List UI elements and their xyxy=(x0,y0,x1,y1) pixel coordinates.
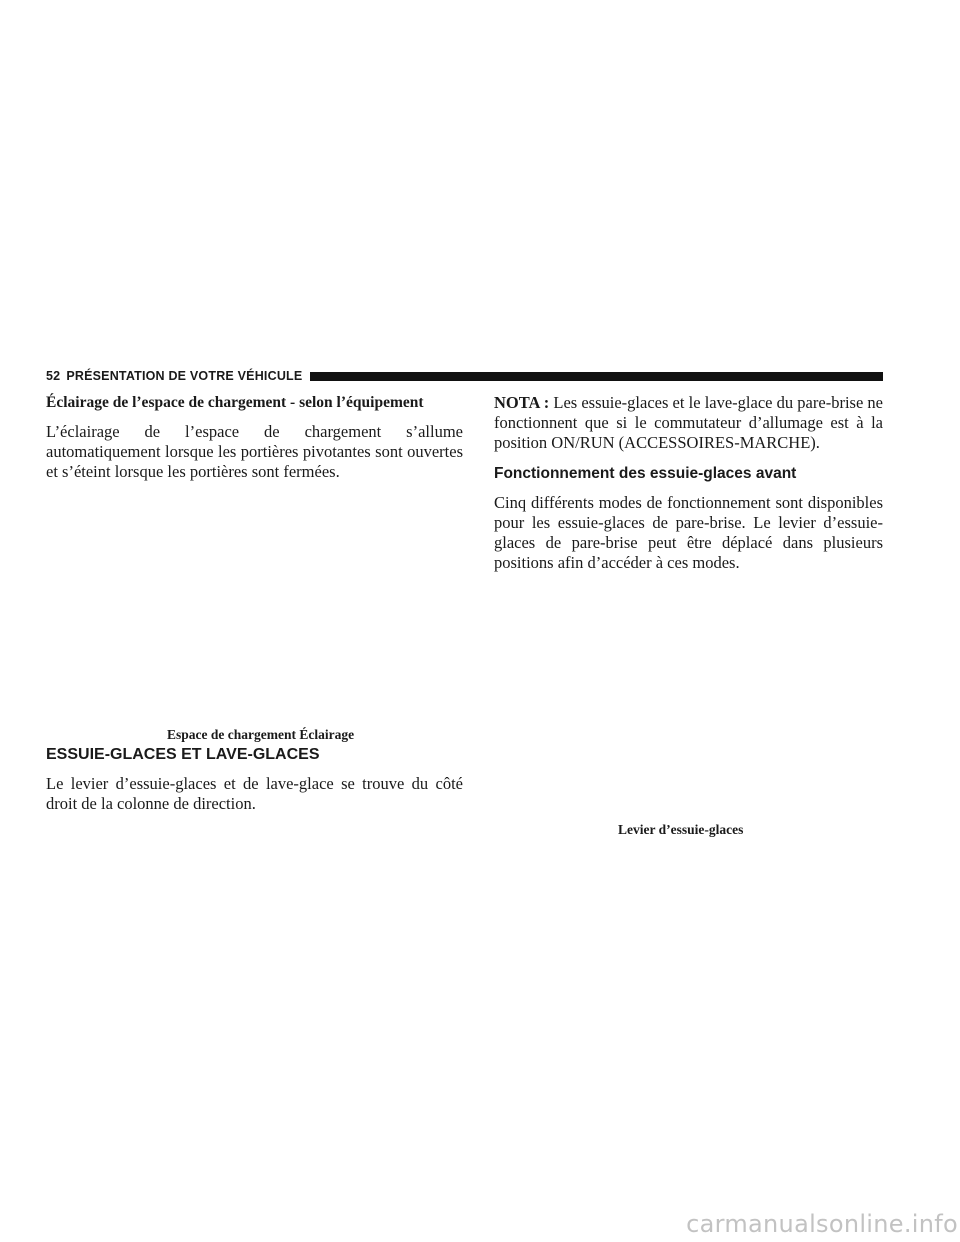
note-text: Les essuie-glaces et le lave-glace du pare-brise ne fonctionnent que si le commutateur d’allumage est à la position ON/RUN (ACCESSOIRES-MARCHE). xyxy=(494,393,884,452)
running-header xyxy=(46,367,883,385)
cargo-light-paragraph: L’éclairage de l’espace de chargement s’allume automatiquement lorsque les portières pivotantes sont ouvertes et s’éteint lorsque les portières sont fermées. xyxy=(46,422,463,481)
front-wipers-paragraph: Cinq différents modes de fonctionnement sont disponibles pour les essuie-glaces de pare-brise. Le levier d’essuie-glaces de pare-brise peut être déplacé dans plusieurs positions afin d’accéder à ces modes. xyxy=(494,493,883,572)
note-paragraph xyxy=(494,393,883,453)
note-label: NOTA : xyxy=(494,393,550,412)
wipers-section-paragraph: Le levier d’essuie-glaces et de lave-glace se trouve du côté droit de la colonne de direction. xyxy=(46,774,463,813)
wipers-section xyxy=(46,745,463,814)
section-title: PRÉSENTATION DE VOTRE VÉHICULE xyxy=(66,369,303,383)
cargo-light-figure-caption: Espace de chargement Éclairage xyxy=(167,727,355,742)
page-number: 52 xyxy=(46,369,61,383)
site-watermark: carmanualsonline.info xyxy=(686,1210,958,1238)
right-column xyxy=(494,393,883,573)
cargo-light-subheading: Éclairage de l’espace de chargement - selon l’équipement xyxy=(46,394,424,411)
front-wipers-subheading: Fonctionnement des essuie-glaces avant xyxy=(494,465,797,482)
wipers-section-heading: ESSUIE-GLACES ET LAVE-GLACES xyxy=(46,746,320,763)
wiper-lever-figure-caption: Levier d’essuie-glaces xyxy=(618,822,744,837)
left-column xyxy=(46,393,463,482)
header-rule xyxy=(310,372,883,381)
